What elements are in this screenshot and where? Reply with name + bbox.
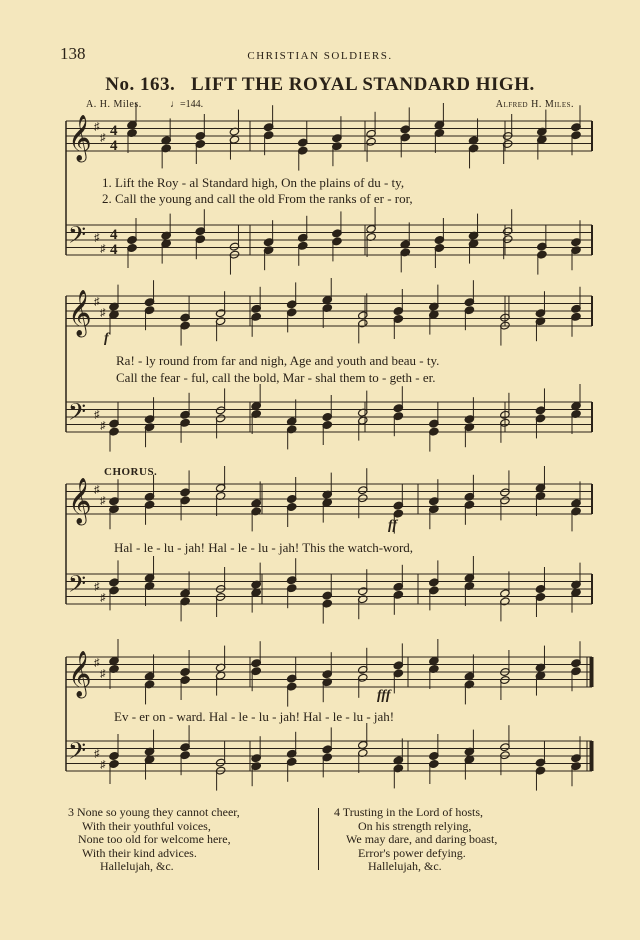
time-signature-bottom: 4 [110, 138, 118, 154]
bass-clef-icon: 𝄢 [68, 221, 87, 254]
sharp-icon: ♯ [94, 296, 100, 308]
verse-line: 4 Trusting in the Lord of hosts, [334, 805, 484, 819]
verse-line: With their kind advices. [82, 845, 197, 860]
sharp-icon: ♯ [100, 759, 106, 771]
verse-4 [334, 806, 497, 874]
treble-clef-icon: 𝄞 [68, 290, 92, 336]
hymn-number: No. 163. [105, 74, 176, 95]
sharp-icon: ♯ [100, 243, 106, 255]
sharp-icon: ♯ [100, 307, 106, 319]
sharp-icon: ♯ [94, 409, 100, 421]
sharp-icon: ♯ [94, 484, 100, 496]
bass-clef-icon: 𝄢 [68, 737, 87, 770]
sharp-icon: ♯ [94, 232, 100, 244]
dynamic-fortississimo: fff [377, 688, 391, 703]
sharp-icon: ♯ [100, 592, 106, 604]
lyric-line-s2-v1: Ra! - ly round from far and nigh, Age and youth and beau - ty. [116, 353, 440, 368]
hymn-title-text: LIFT THE ROYAL STANDARD HIGH. [190, 74, 535, 95]
verse-line: None too old for welcome here, [78, 832, 231, 846]
sharp-icon: ♯ [100, 668, 106, 680]
running-head: CHRISTIAN SOLDIERS. [247, 50, 393, 62]
lyric-line-s4: Ev - er on - ward. Hal - le - lu - jah! Hal - le - lu - jah! [114, 709, 395, 724]
treble-clef-icon: 𝄞 [68, 651, 92, 697]
verse-divider [318, 808, 319, 870]
tempo-marking: ♩=144. [170, 99, 204, 110]
verse-line: We may dare, and daring boast, [346, 832, 498, 846]
verse-3 [68, 806, 240, 874]
verse-line: On his strength relying, [358, 818, 472, 833]
sharp-icon: ♯ [94, 581, 100, 593]
sharp-icon: ♯ [100, 495, 106, 507]
bass-clef-icon: 𝄢 [68, 570, 87, 603]
sharp-icon: ♯ [94, 657, 100, 669]
verse-line: 3 None so young they cannot cheer, [68, 805, 240, 819]
lyric-line-s1-v2: 2. Call the young and call the old From the ranks of er - ror, [102, 191, 413, 206]
treble-clef-icon: 𝄞 [68, 478, 92, 524]
dynamic-fortissimo: ff [388, 518, 398, 533]
sharp-icon: ♯ [100, 132, 106, 144]
sharp-icon: ♯ [94, 748, 100, 760]
lyric-line-s3: Hal - le - lu - jah! Hal - le - lu - jah! This the watch-word, [114, 540, 414, 555]
lyric-line-s1-v1: 1. Lift the Roy - al Standard high, On the plains of du - ty, [102, 175, 405, 190]
time-signature-bottom: 4 [110, 242, 118, 258]
dynamic-forte: f [104, 331, 109, 346]
time-signature-top: 4 [110, 123, 118, 139]
sharp-icon: ♯ [94, 121, 100, 133]
verse-line: Hallelujah, &c. [368, 859, 442, 873]
page-number: 138 [60, 44, 86, 63]
lyricist-credit: A. H. Miles. [86, 99, 142, 110]
verse-line: Hallelujah, &c. [100, 859, 174, 873]
chorus-label: CHORUS. [104, 466, 158, 478]
verse-line: Error's power defying. [358, 845, 466, 860]
bass-clef-icon: 𝄢 [68, 398, 87, 431]
treble-clef-icon: 𝄞 [68, 115, 92, 161]
verse-line: With their youthful voices, [82, 818, 211, 833]
composer-credit: Alfred H. Miles. [495, 99, 574, 110]
lyric-line-s2-v2: Call the fear - ful, call the bold, Mar - shal them to - geth - er. [116, 370, 436, 385]
sharp-icon: ♯ [100, 420, 106, 432]
time-signature-top: 4 [110, 227, 118, 243]
